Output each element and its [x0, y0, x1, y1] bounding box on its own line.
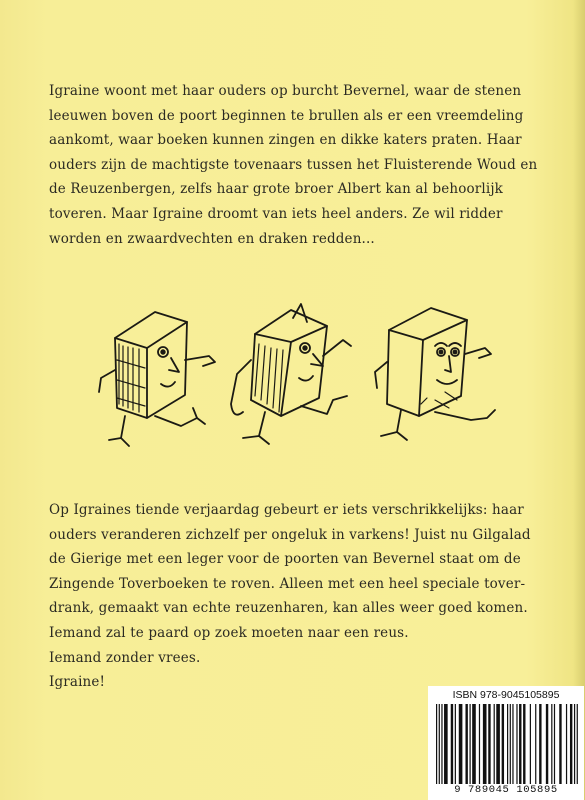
barcode-bar	[546, 704, 548, 784]
barcode-bar	[577, 704, 578, 784]
barcode-bar	[441, 704, 442, 784]
blurb-line: Igraine woont met haar ouders op burcht Bevernel, waar de stenen	[49, 83, 522, 99]
blurb-line: ouders zijn de machtigste tovenaars tussen het Fluisterende Woud en	[49, 156, 538, 173]
barcode-bar	[451, 704, 453, 784]
blurb-paragraph-2	[49, 498, 549, 695]
walking-books-illustration	[95, 300, 515, 450]
blurb-line: ouders veranderen zichzelf per ongeluk in varkens! Juist nu Gilgalad	[49, 526, 531, 543]
barcode-bar	[554, 704, 555, 784]
barcode-bar	[496, 704, 500, 784]
barcode-bar	[479, 704, 480, 784]
walking-book-1	[99, 312, 215, 446]
barcode-bar	[436, 704, 437, 784]
blurb-line: drank, gemaakt van echte reuzenharen, kan alles weer goed komen.	[49, 600, 528, 617]
blurb-line: de Reuzenbergen, zelfs haar grote broer Albert kan al behoorlijk	[49, 181, 503, 198]
blurb-line: Op Igraines tiende verjaardag gebeurt er iets verschrikkelijks: haar	[49, 502, 524, 518]
blurb-paragraph-1	[49, 79, 549, 251]
barcode-bar	[469, 704, 470, 784]
barcode-bar	[444, 704, 448, 784]
barcode-bar	[439, 704, 440, 784]
barcode-bar	[483, 704, 487, 784]
barcode-bars	[436, 704, 578, 784]
barcode-bar	[535, 704, 536, 784]
cover-edge-shade	[573, 0, 585, 800]
barcode-bar	[559, 704, 561, 784]
barcode-bar	[570, 704, 572, 784]
isbn-digits: 9 789045 105895	[454, 784, 558, 796]
barcode-bar	[530, 704, 531, 784]
blurb-line: Iemand zal te paard op zoek moeten naar een reus.	[49, 624, 409, 641]
barcode-bar	[551, 704, 552, 784]
barcode-bar	[502, 704, 504, 784]
blurb-line: aankomt, waar boeken kunnen zingen en dikke katers praten. Haar	[49, 132, 522, 149]
barcode-bar	[494, 704, 495, 784]
barcode-bar	[539, 704, 541, 784]
blurb-line: worden en zwaardvechten en draken redden...	[49, 230, 375, 247]
walking-book-3	[375, 308, 495, 440]
barcode-bar	[523, 704, 525, 784]
blurb-line: toveren. Maar Igraine droomt van iets heel anders. Ze wil ridder	[49, 205, 503, 222]
blurb-line: leeuwen boven de poort beginnen te brullen als er een vreemdeling	[49, 107, 524, 124]
barcode-bar	[472, 704, 476, 784]
barcode-bar	[512, 704, 513, 784]
barcode-bar	[507, 704, 508, 784]
barcode-bar	[510, 704, 511, 784]
barcode-bar	[566, 704, 567, 784]
blurb-line: de Gierige met een leger voor de poorten van Bevernel staat om de	[49, 551, 521, 568]
barcode-bar	[519, 704, 521, 784]
barcode-bar	[465, 704, 467, 784]
walking-book-2	[231, 304, 351, 444]
barcode-bar	[459, 704, 463, 784]
blurb-line: Iemand zonder vrees.	[49, 649, 201, 666]
isbn-label: ISBN 978-9045105895	[452, 689, 560, 701]
barcode-bar	[455, 704, 456, 784]
barcode-bar	[516, 704, 517, 784]
barcode-bar	[574, 704, 575, 784]
blurb-line: Igraine!	[49, 674, 106, 691]
barcode-label	[428, 686, 584, 800]
blurb-line: Zingende Toverboeken te roven. Alleen met een heel speciale tover-	[49, 575, 526, 592]
barcode-bar	[488, 704, 490, 784]
